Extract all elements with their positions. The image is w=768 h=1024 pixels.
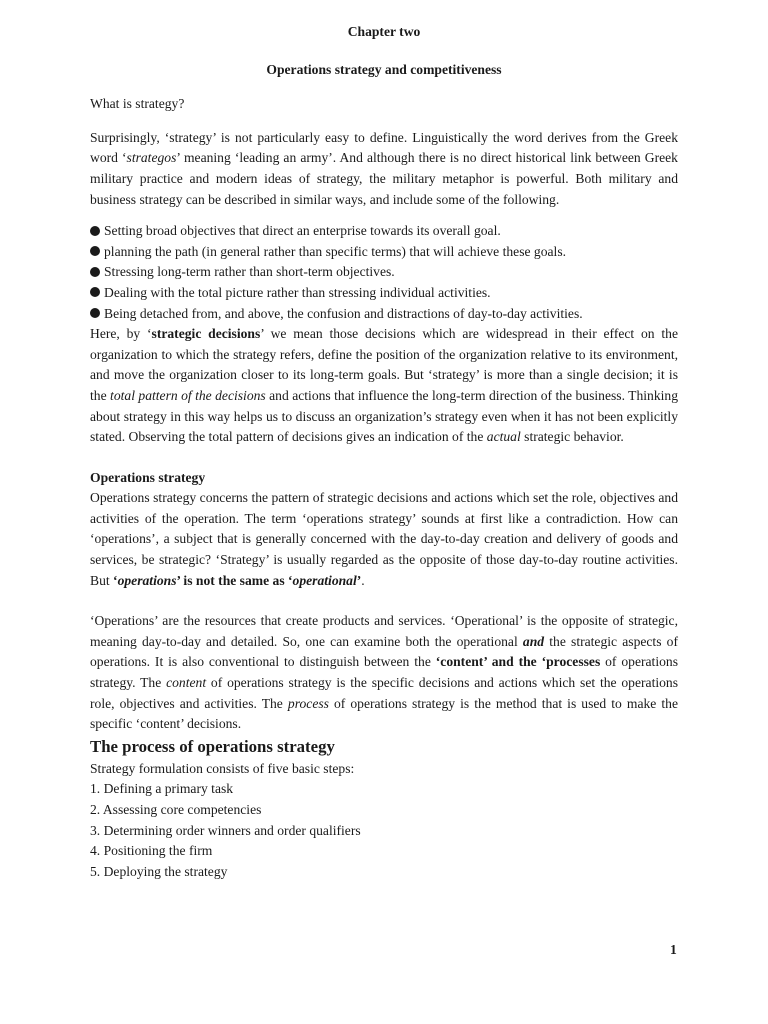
process-steps-list bbox=[90, 779, 678, 882]
bold-term: ‘ bbox=[113, 572, 118, 588]
list-item-text: Stressing long-term rather than short-term objectives. bbox=[104, 264, 395, 280]
italic-term: process bbox=[287, 695, 329, 711]
document-page bbox=[90, 22, 678, 882]
italic-term: strategos bbox=[126, 150, 177, 166]
chapter-label: Chapter two bbox=[347, 24, 421, 39]
text-run: of operations strategy is the method that is used to make the specific ‘content’ decisions. bbox=[90, 695, 678, 732]
list-item bbox=[90, 304, 678, 325]
list-item: 3. Determining order winners and order qualifiers bbox=[90, 822, 361, 838]
bold-term: ’ is not the same as ‘ bbox=[176, 572, 293, 588]
strategic-decisions-paragraph bbox=[90, 324, 678, 448]
section-heading-process: The process of operations strategy bbox=[90, 736, 335, 756]
intro-question: What is strategy? bbox=[90, 96, 185, 112]
bullet-icon bbox=[90, 226, 100, 236]
text-run: of operations strategy. The bbox=[90, 654, 678, 691]
list-item: 5. Deploying the strategy bbox=[90, 863, 228, 879]
text-run: strategic behavior. bbox=[520, 429, 624, 445]
bold-italic-term: operational bbox=[292, 572, 357, 588]
italic-term: content bbox=[166, 675, 207, 691]
text-run: Here, by ‘ bbox=[90, 326, 152, 342]
list-item bbox=[90, 242, 678, 263]
list-item-text: Dealing with the total picture rather than stressing individual activities. bbox=[104, 284, 491, 300]
italic-term: total pattern of the decisions bbox=[110, 387, 266, 403]
text-run: ’ we mean those decisions which are widespread in their effect on the organization to which the strategy refers, define the position of the organization relative to its environment, and move the organization closer to its long-term goals. But ‘strategy’ is more than a single decision; it is the bbox=[90, 326, 678, 403]
bullet-icon bbox=[90, 308, 100, 318]
list-item: 1. Defining a primary task bbox=[90, 781, 234, 797]
text-run: and actions that influence the long-term direction of the business. Thinking about strategy in this way helps us to discuss an organization’s strategy even when it has not been explicitly stated. Observing the total pattern of decisions gives an indication of the bbox=[90, 387, 679, 445]
list-item-text: planning the path (in general rather than specific terms) that will achieve these goals. bbox=[104, 243, 567, 259]
page-number: 1 bbox=[670, 942, 677, 957]
section-heading-operations-strategy: Operations strategy bbox=[90, 469, 206, 485]
text-run: of operations strategy is the specific decisions and actions which set the operations role, objectives and activities. The bbox=[90, 675, 679, 711]
text-run: Operations strategy concerns the pattern of strategic decisions and actions which set the role, objectives and activities of the operation. The term ‘operations strategy’ sounds at first like a contradiction. How can ‘operations’, a subject that is generally concerned with the day-to-day creation and delivery of goods and services, be strategic? ‘Strategy’ is usually regarded as the opposite of those day-to-day routine activities. But bbox=[90, 490, 678, 588]
bullet-icon bbox=[90, 287, 100, 297]
intro-paragraph bbox=[90, 128, 678, 210]
bold-italic-term: and bbox=[522, 633, 545, 649]
document-title: Operations strategy and competitiveness bbox=[266, 61, 502, 77]
text-run: the strategic aspects of operations. It is also conventional to distinguish between the bbox=[90, 633, 678, 670]
bullet-icon bbox=[90, 267, 100, 277]
strategy-bullet-list bbox=[90, 221, 678, 324]
bullet-icon bbox=[90, 246, 100, 256]
list-item-text: Being detached from, and above, the confusion and distractions of day-to-day activities. bbox=[104, 305, 583, 321]
list-item bbox=[90, 262, 678, 283]
bold-term: ’ bbox=[356, 572, 362, 588]
bold-italic-term: operations bbox=[117, 572, 177, 588]
list-item: 4. Positioning the firm bbox=[90, 843, 213, 859]
italic-term: actual bbox=[486, 429, 521, 445]
list-item bbox=[90, 221, 678, 242]
text-run: ’ meaning ‘leading an army’. And although there is no direct historical link between Greek military practice and modern ideas of strategy, the military metaphor is powerful. Both military and business strategy can be described in similar ways, and include some of the following. bbox=[90, 150, 678, 207]
list-item: 2. Assessing core competencies bbox=[90, 802, 262, 817]
text-run: Surprisingly, ‘strategy’ is not particularly easy to define. Linguistically the word derives from the Greek word ‘ bbox=[90, 129, 678, 166]
operations-vs-operational-paragraph bbox=[90, 611, 678, 735]
bold-term: strategic decisions bbox=[151, 326, 261, 342]
list-item bbox=[90, 283, 678, 304]
process-intro: Strategy formulation consists of five basic steps: bbox=[90, 760, 355, 776]
text-run: ‘Operations’ are the resources that create products and services. ‘Operational’ is the opposite of strategic, meaning day-to-day and detailed. So, one can examine both the operational bbox=[90, 613, 678, 649]
text-run: . bbox=[361, 572, 365, 588]
list-item-text: Setting broad objectives that direct an enterprise towards its overall goal. bbox=[104, 223, 501, 239]
bold-term: ‘content’ and the ‘processes bbox=[435, 654, 601, 670]
operations-strategy-paragraph bbox=[90, 488, 678, 591]
